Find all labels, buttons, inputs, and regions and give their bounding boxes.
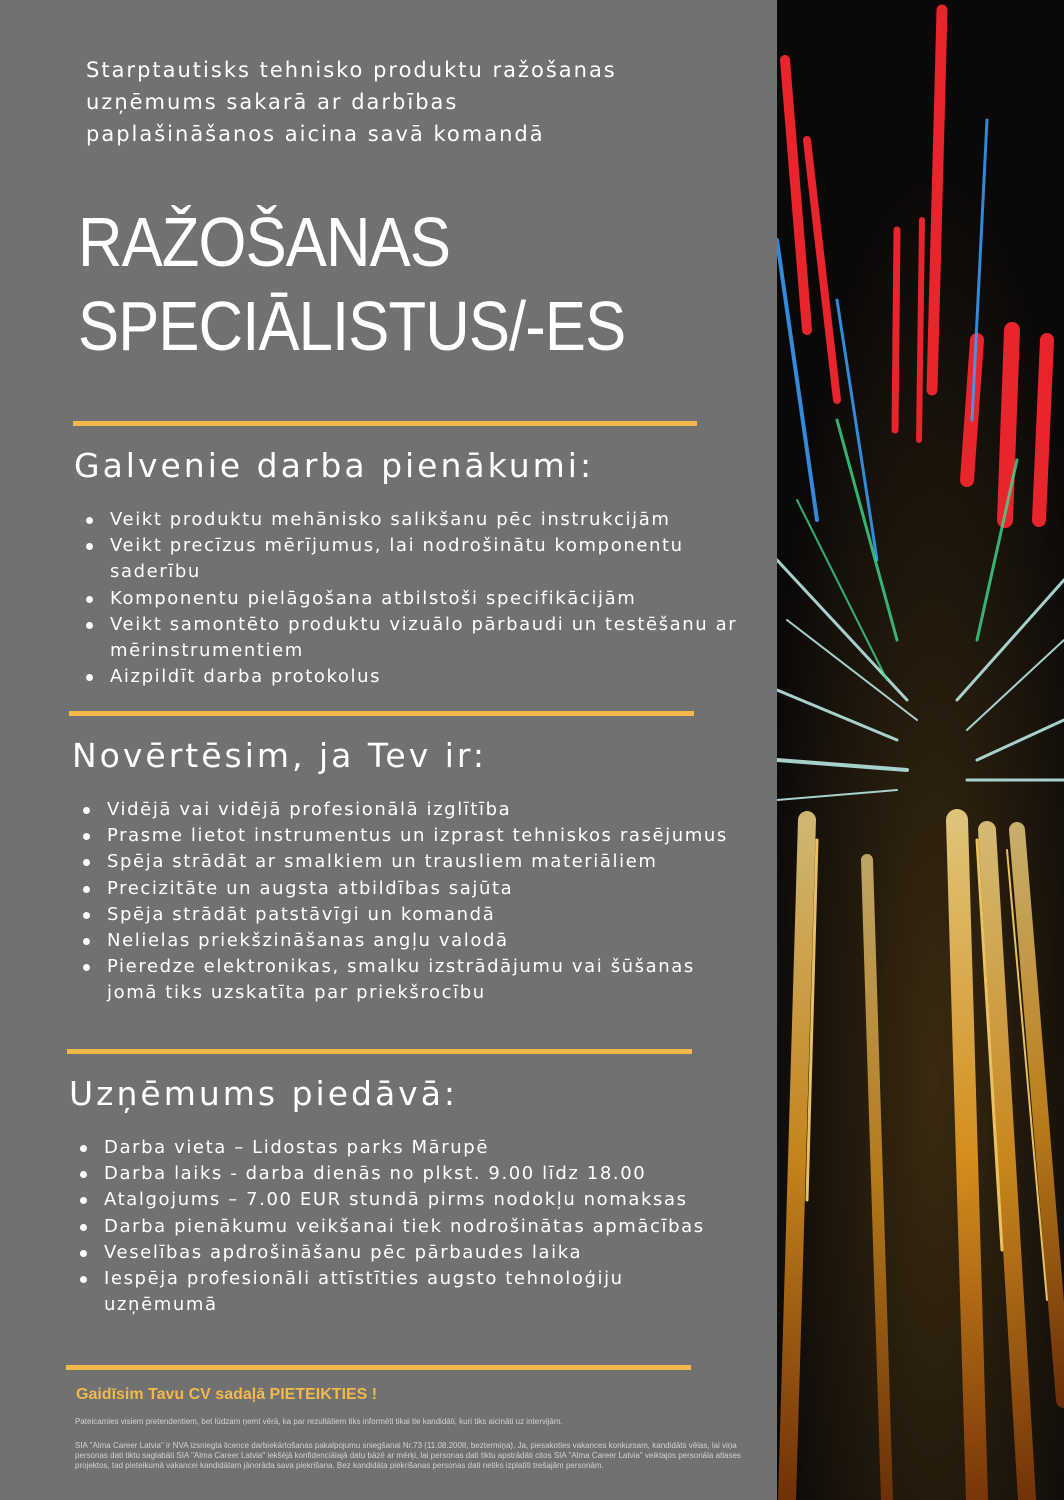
list-item: Atalgojums – 7.00 EUR stundā pirms nodokļu nomaksas — [76, 1187, 736, 1213]
section-heading-duties: Galvenie darba pienākumi: — [74, 446, 595, 485]
requirements-list — [79, 797, 739, 1007]
list-item: Darba pienākumu veikšanai tiek nodrošinātas apmācības — [76, 1214, 736, 1240]
list-item: Prasme lietot instrumentus un izprast tehniskos rasējumus — [79, 823, 739, 849]
list-item: Veselības apdrošināšanu pēc pārbaudes laika — [76, 1240, 736, 1266]
intro-text — [86, 54, 726, 150]
list-item: Komponentu pielāgošana atbilstoši specifikācijām — [82, 586, 752, 612]
list-item: Darba laiks - darba dienās no plkst. 9.00 līdz 18.00 — [76, 1161, 736, 1187]
divider — [66, 1365, 691, 1370]
list-item: Veikt precīzus mērījumus, lai nodrošinātu komponentu saderību — [82, 533, 752, 585]
light-trails-photo — [777, 0, 1064, 1500]
section-heading-offer: Uzņēmums piedāvā: — [69, 1074, 459, 1113]
offer-list — [76, 1135, 736, 1318]
license-text: SIA "Alma Career Latvia" ir NVA izsniegta licence darbiekārtošanas pakalpojumu sniegšanai Nr.73 (11.08.2008, beztermiņa). Ja, piesakoties vakances konkursam, kandidāts vēlas, lai viņa personas dati tiktu saglabāti SIA "Alma Career Latvia" iekšējā konfidenciālajā datu bāzē ar mērķi, lai personas dati tiktu apstrādāti citos SIA "Alma Career Latvia" veiktajos personāla atlases projektos, tad pieteikumā vakancei kandidātam jānorāda sava piekrišana. Bez kandidāta piekrišanas personas dati netiks izplatīti trešajām personām. — [75, 1441, 741, 1470]
divider — [73, 421, 697, 426]
intro-line: uzņēmums sakarā ar darbības — [86, 90, 459, 114]
list-item: Nelielas priekšzināšanas angļu valodā — [79, 928, 739, 954]
divider — [67, 1049, 692, 1054]
list-item: Darba vieta – Lidostas parks Mārupē — [76, 1135, 736, 1161]
light-trails-image — [777, 0, 1064, 1500]
intro-line: paplašināšanos aicina savā komandā — [86, 122, 545, 146]
list-item: Veikt samontēto produktu vizuālo pārbaudi un testēšanu ar mērinstrumentiem — [82, 612, 752, 664]
list-item: Precizitāte un augsta atbildības sajūta — [79, 876, 739, 902]
job-title-line: RAŽOŠANAS — [78, 203, 451, 281]
apply-call-to-action: Gaidīsim Tavu CV sadaļā PIETEIKTIES ! — [76, 1386, 378, 1403]
divider — [69, 711, 694, 716]
job-title-line: SPECIĀLISTUS/-ES — [78, 287, 626, 365]
list-item: Iespēja profesionāli attīstīties augsto tehnoloģiju uzņēmumā — [76, 1266, 736, 1318]
disclaimer-text: Pateicamies visiem pretendentiem, bet lūdzam ņemt vērā, ka par rezultātiem tiks informēti tikai tie kandidāti, kuri tiks aicināti uz intervijām. — [75, 1417, 563, 1426]
list-item: Vidējā vai vidējā profesionālā izglītība — [79, 797, 739, 823]
list-item: Aizpildīt darba protokolus — [82, 664, 752, 690]
intro-line: Starptautisks tehnisko produktu ražošanas — [86, 58, 617, 82]
section-heading-requirements: Novērtēsim, ja Tev ir: — [72, 736, 488, 775]
list-item: Veikt produktu mehānisko salikšanu pēc instrukcijām — [82, 507, 752, 533]
job-title — [78, 200, 685, 368]
list-item: Spēja strādāt ar smalkiem un trausliem materiāliem — [79, 849, 739, 875]
list-item: Spēja strādāt patstāvīgi un komandā — [79, 902, 739, 928]
list-item: Pieredze elektronikas, smalku izstrādājumu vai šūšanas jomā tiks uzskatīta par priekšrocību — [79, 954, 739, 1006]
duties-list — [82, 507, 752, 690]
